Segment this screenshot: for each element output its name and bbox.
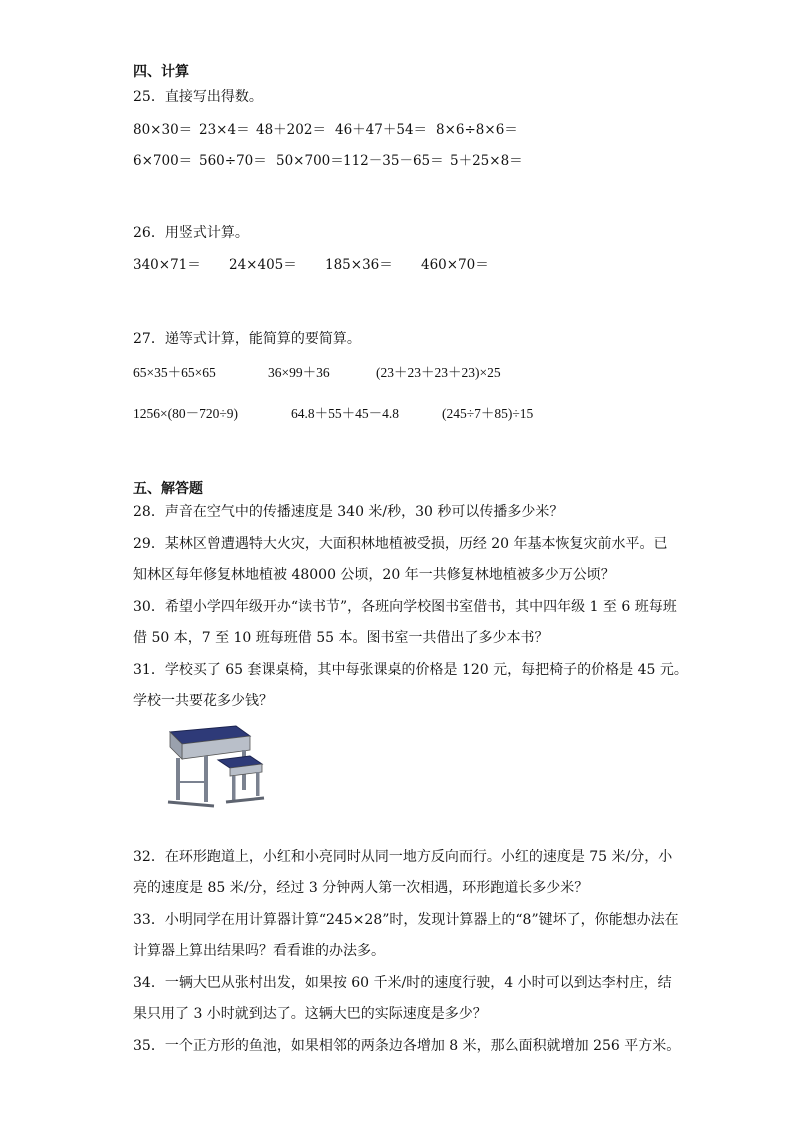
q25-item: 560÷70＝ bbox=[199, 153, 267, 169]
q25-item: 23×4＝ bbox=[199, 122, 250, 138]
q27-item: (245÷7＋85)÷15 bbox=[442, 406, 534, 421]
q31-line: 学校一共要花多少钱？ bbox=[133, 693, 273, 709]
q30-line: 借 50 本，7 至 10 班每班借 55 本。图书室一共借出了多少本书？ bbox=[133, 630, 549, 646]
q25-item: 8×6÷8×6＝ bbox=[436, 122, 518, 138]
section-4-title: 四、计算 bbox=[133, 64, 189, 80]
q35 bbox=[133, 1031, 681, 1062]
q26-item: 185×36＝ bbox=[325, 257, 393, 273]
q27-prompt: 27．递等式计算，能简算的要简算。 bbox=[133, 331, 361, 347]
q27-item: 65×35＋65×65 bbox=[133, 365, 216, 380]
q30-line: 30．希望小学四年级开办“读书节”，各班向学校图书室借书，其中四年级 1 至 6 班每班 bbox=[133, 599, 677, 615]
q29-line: 知林区每年修复林地植被 48000 公顷，20 年一共修复林地植被多少万公顷？ bbox=[133, 567, 615, 583]
q28 bbox=[133, 497, 673, 528]
q25-item: 5＋25×8＝ bbox=[450, 153, 523, 169]
q29-line: 29．某林区曾遭遇特大火灾，大面积林地植被受损，历经 20 年基本恢复灾前水平。已 bbox=[133, 536, 668, 552]
q33-line: 33．小明同学在用计算器计算“245×28”时，发现计算器上的“8”键坏了，你能想办法在 bbox=[133, 912, 679, 928]
q25-item: 6×700＝ bbox=[133, 153, 193, 169]
q33-line: 计算器上算出结果吗？看看谁的办法多。 bbox=[133, 943, 385, 959]
q28-line: 28．声音在空气中的传播速度是 340 米/秒，30 秒可以传播多少米？ bbox=[133, 504, 564, 520]
q32-line: 32．在环形跑道上，小红和小亮同时从同一地方反向而行。小红的速度是 75 米/分，小 bbox=[133, 849, 673, 865]
section-5-title: 五、解答题 bbox=[133, 481, 203, 497]
q34 bbox=[133, 968, 673, 1030]
q25-item: 46＋47＋54＝ bbox=[335, 122, 428, 138]
q25-item: 80×30＝ bbox=[133, 122, 193, 138]
desk-chair-image bbox=[158, 722, 268, 817]
q26-prompt: 26．用竖式计算。 bbox=[133, 225, 249, 241]
q26-item: 460×70＝ bbox=[421, 257, 489, 273]
q26-item: 24×405＝ bbox=[229, 257, 297, 273]
q27-item: 36×99＋36 bbox=[268, 365, 330, 380]
q25-item: 112－35－65＝ bbox=[343, 153, 444, 169]
q29 bbox=[133, 529, 673, 591]
q33 bbox=[133, 905, 679, 967]
q27-item: (23＋23＋23＋23)×25 bbox=[376, 365, 501, 380]
q26-item: 340×71＝ bbox=[133, 257, 201, 273]
q32 bbox=[133, 842, 673, 904]
q25-item: 50×700＝ bbox=[276, 153, 344, 169]
q25-prompt: 25．直接写出得数。 bbox=[133, 89, 263, 105]
q30 bbox=[133, 592, 677, 654]
q34-line: 果只用了 3 小时就到达了。这辆大巴的实际速度是多少？ bbox=[133, 1006, 487, 1022]
q35-line: 35．一个正方形的鱼池，如果相邻的两条边各增加 8 米，那么面积就增加 256 平方米。 bbox=[133, 1038, 681, 1054]
q27-item: 64.8＋55＋45－4.8 bbox=[291, 406, 399, 421]
q25-item: 48＋202＝ bbox=[256, 122, 326, 138]
q27-item: 1256×(80－720÷9) bbox=[133, 406, 239, 421]
q32-line: 亮的速度是 85 米/分，经过 3 分钟两人第一次相遇，环形跑道长多少米？ bbox=[133, 880, 589, 896]
q31 bbox=[133, 655, 688, 717]
q34-line: 34．一辆大巴从张村出发，如果按 60 千米/时的速度行驶，4 小时可以到达李村庄，结 bbox=[133, 975, 672, 991]
q31-line: 31．学校买了 65 套课桌椅，其中每张课桌的价格是 120 元，每把椅子的价格是 45 元。 bbox=[133, 662, 688, 678]
